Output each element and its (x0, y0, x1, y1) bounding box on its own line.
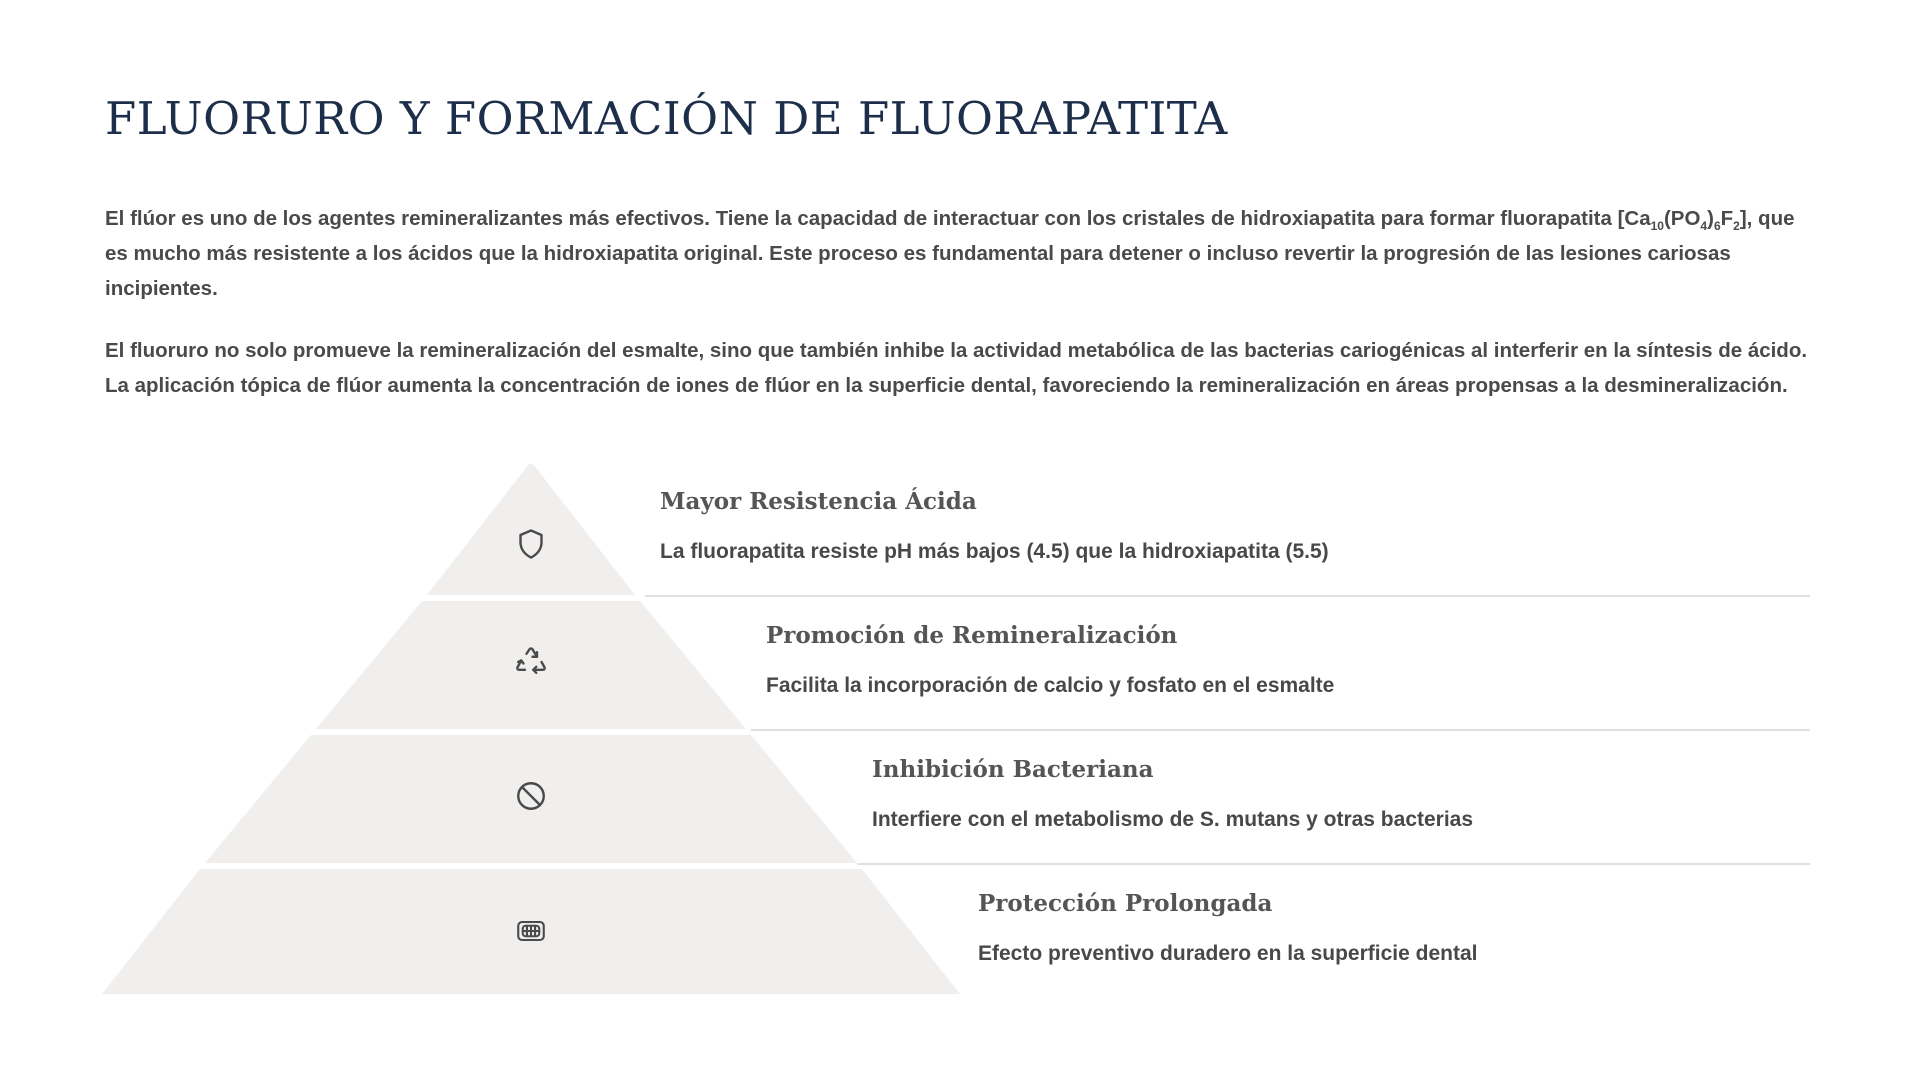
recycle-icon (513, 644, 549, 680)
separator-line-2 (751, 729, 1810, 731)
item-description: Efecto preventivo duradero en la superficie dental (978, 942, 1478, 965)
intro-paragraph: El flúor es uno de los agentes remineralizantes más efectivos. Tiene la capacidad de interactuar con los cristales de hidroxiapatita para formar fluorapatita $[Ca_{10}(PO_4)_6F_2]$, que es mucho más resistente a los ácidos que la hidroxiapatita original. Este proceso es fundamental para detener o incluso revertir la progresión de las lesiones cariosas incipientes. (105, 207, 1795, 300)
item-heading: Protección Prolongada (978, 890, 1273, 917)
item-heading: Mayor Resistencia Ácida (660, 488, 977, 515)
item-description: Facilita la incorporación de calcio y fosfato en el esmalte (766, 674, 1335, 697)
separator-line-1 (645, 595, 1810, 597)
teeth-icon (513, 913, 549, 949)
item-description: Interfiere con el metabolismo de S. mutans y otras bacterias (872, 808, 1474, 831)
page-title: FLUORURO Y FORMACIÓN DE FLUORAPATITA (105, 92, 1228, 145)
secondary-paragraph: El fluoruro no solo promueve la remineralización del esmalte, sino que también inhibe la actividad metabólica de las bacterias cariogénicas al interferir en la síntesis de ácido. La aplicación tópica de flúor aumenta la concentración de iones de flúor en la superficie dental, favoreciendo la remineralización en áreas propensas a la desmineralización. (105, 339, 1808, 397)
item-description: La fluorapatita resiste pH más bajos (4.5) que la hidroxiapatita (5.5) (660, 540, 1329, 563)
ban-icon (513, 778, 549, 814)
item-heading: Inhibición Bacteriana (872, 756, 1154, 783)
separator-line-3 (857, 863, 1810, 865)
shield-icon (513, 526, 549, 562)
item-heading: Promoción de Remineralización (766, 622, 1178, 649)
